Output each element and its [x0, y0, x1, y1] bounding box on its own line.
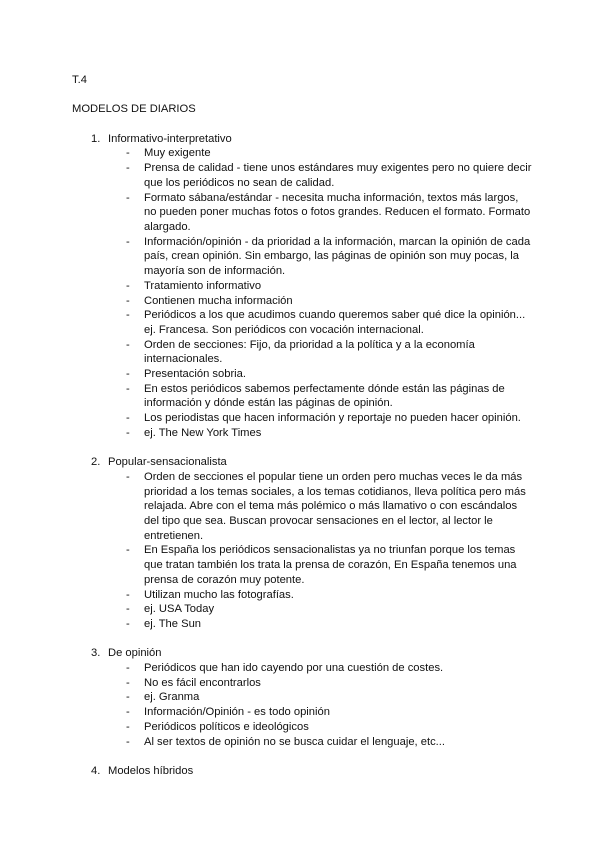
section-4 — [72, 764, 532, 779]
list-item-text: Orden de secciones: Fijo, da prioridad a la política y a la economía internacionales. — [144, 338, 475, 366]
section-number: 3. — [91, 647, 101, 660]
list-item-text: Utilizan mucho las fotografías. — [144, 588, 294, 601]
list-item — [72, 690, 532, 705]
list-item-text: ej. The New York Times — [144, 426, 262, 439]
list-item-text: ej. USA Today — [144, 603, 215, 616]
list-item — [72, 191, 532, 235]
list-item — [72, 735, 532, 750]
list-item — [72, 676, 532, 691]
list-item — [72, 588, 532, 603]
list-item — [72, 720, 532, 735]
section-1 — [72, 132, 532, 441]
list-item — [72, 617, 532, 632]
section-number: 1. — [91, 132, 101, 145]
list-item — [72, 543, 532, 587]
list-item-text: Presentación sobria. — [144, 368, 246, 381]
bullet-list — [72, 146, 532, 440]
list-item-text: Muy exigente — [144, 147, 211, 160]
bullet-dash: - — [126, 617, 130, 630]
list-item-text: ej. The Sun — [144, 617, 202, 630]
document-page — [72, 73, 532, 793]
list-item — [72, 161, 532, 190]
list-item-text: Formato sábana/estándar - necesita mucha información, textos más largos, no pueden poner muchas fotos o fotos grandes. Reducen el formato. Formato alargado. — [144, 191, 531, 233]
list-item — [72, 382, 532, 411]
list-item — [72, 470, 532, 544]
list-item-text: Orden de secciones el popular tiene un orden pero muchas veces le da más prioridad a los temas sociales, a los temas cotidianos, lleva política pero más relajada. Abre con el tema más polémico o más llamativo o con escándalos del tipo que sea. Buscan provocar sensaciones en el lector, al lector le entretienen. — [144, 470, 526, 542]
list-item-text: Información/Opinión - es todo opinión — [144, 706, 330, 719]
list-item-text: Periódicos que han ido cayendo por una cuestión de costes. — [144, 662, 444, 675]
bullet-dash: - — [126, 279, 130, 292]
list-item-text: Prensa de calidad - tiene unos estándares muy exigentes pero no quiere decir que los periódicos no sean de calidad. — [144, 162, 532, 189]
bullet-dash: - — [126, 676, 130, 689]
section-title: Informativo-interpretativo — [108, 132, 232, 145]
section-number: 2. — [91, 456, 101, 469]
section-title: Modelos híbridos — [108, 764, 194, 777]
list-item-text: En España los periódicos sensacionalistas ya no triunfan porque los temas que tratan también los trata la prensa de corazón, En España tenemos una prensa de corazón muy potente. — [144, 544, 517, 586]
list-item — [72, 705, 532, 720]
list-item — [72, 279, 532, 294]
bullet-dash: - — [126, 162, 130, 175]
bullet-dash: - — [126, 147, 130, 160]
bullet-dash: - — [126, 191, 130, 204]
section-title: De opinión — [108, 647, 162, 660]
bullet-list — [72, 470, 532, 632]
bullet-dash: - — [126, 720, 130, 733]
list-item-text: Periódicos a los que acudimos cuando queremos saber qué dice la opinión... ej. Francesa. Son periódicos con vocación internacional. — [144, 309, 526, 336]
bullet-dash: - — [126, 309, 130, 322]
bullet-dash: - — [126, 235, 130, 248]
bullet-dash: - — [126, 382, 130, 395]
list-item-text: Al ser textos de opinión no se busca cuidar el lenguaje, etc... — [144, 735, 446, 748]
list-item-text: No es fácil encontrarlos — [144, 676, 261, 689]
list-item — [72, 602, 532, 617]
bullet-dash: - — [126, 426, 130, 439]
section-heading — [72, 132, 532, 147]
section-heading — [72, 764, 532, 779]
list-item-text: Contienen mucha información — [144, 294, 293, 307]
bullet-dash: - — [126, 735, 130, 748]
doc-title: T.4 — [72, 74, 87, 86]
list-item-text: ej. Granma — [144, 691, 200, 704]
list-item — [72, 661, 532, 676]
list-item — [72, 308, 532, 337]
list-item-text: Tratamiento informativo — [144, 279, 262, 292]
list-item — [72, 146, 532, 161]
list-item-text: Los periodistas que hacen información y reportaje no pueden hacer opinión. — [144, 412, 521, 425]
bullet-dash: - — [126, 368, 130, 381]
bullet-dash: - — [126, 544, 130, 557]
section-number: 4. — [91, 764, 101, 777]
bullet-dash: - — [126, 470, 130, 483]
list-item-text: En estos periódicos sabemos perfectamente dónde están las páginas de información y dónde están las páginas de opinión. — [144, 382, 505, 410]
list-item — [72, 411, 532, 426]
list-item — [72, 338, 532, 367]
bullet-dash: - — [126, 706, 130, 719]
list-item — [72, 235, 532, 279]
bullet-dash: - — [126, 338, 130, 351]
bullet-list — [72, 661, 532, 749]
bullet-dash: - — [126, 691, 130, 704]
bullet-dash: - — [126, 662, 130, 675]
list-item — [72, 294, 532, 309]
section-title: Popular-sensacionalista — [108, 456, 227, 469]
doc-subtitle: MODELOS DE DIARIOS — [72, 103, 196, 116]
bullet-dash: - — [126, 603, 130, 616]
list-item-text: Información/opinión - da prioridad a la información, marcan la opinión de cada país, crean opinión. Sin embargo, las páginas de opinión son muy pocas, la mayoría son de información. — [144, 235, 531, 278]
bullet-dash: - — [126, 588, 130, 601]
section-2 — [72, 455, 532, 631]
section-3 — [72, 646, 532, 749]
list-item — [72, 426, 532, 441]
bullet-dash: - — [126, 294, 130, 307]
section-heading — [72, 455, 532, 470]
list-item-text: Periódicos políticos e ideológicos — [144, 720, 309, 733]
list-item — [72, 367, 532, 382]
section-heading — [72, 646, 532, 661]
bullet-dash: - — [126, 412, 130, 425]
